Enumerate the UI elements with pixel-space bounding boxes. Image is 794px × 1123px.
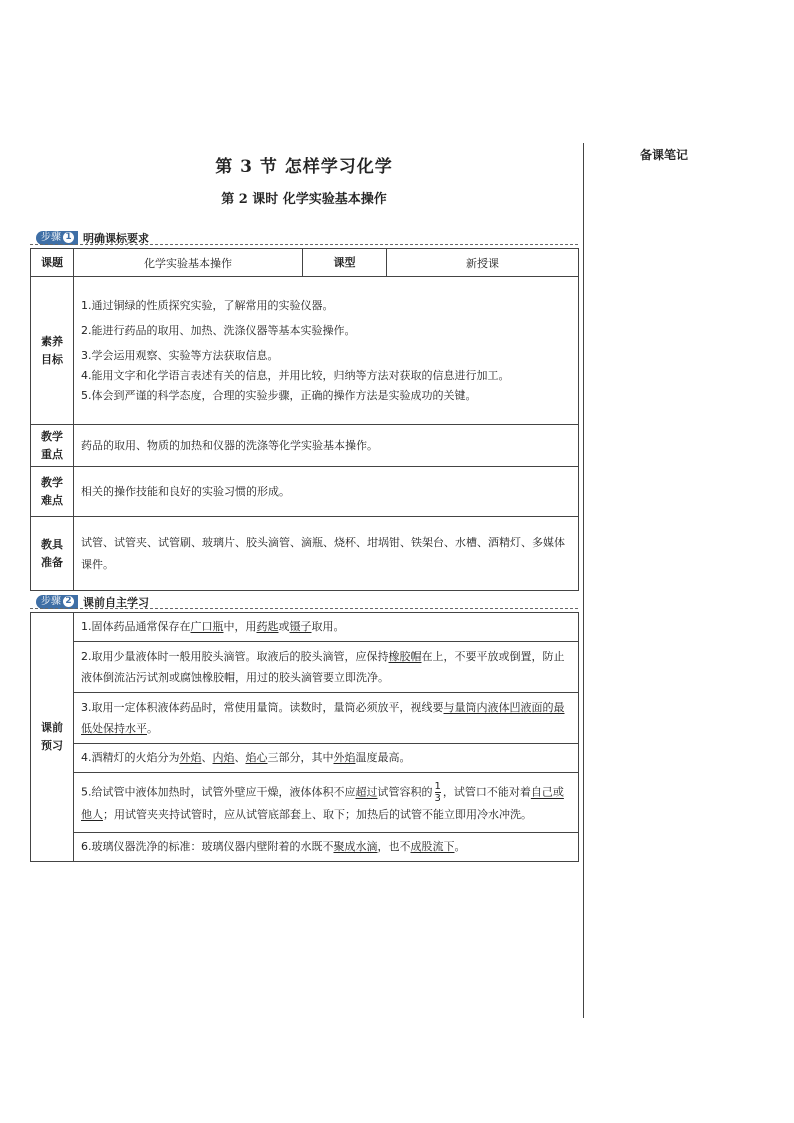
step2-number: 2 bbox=[63, 596, 74, 607]
type-value: 新授课 bbox=[387, 249, 579, 277]
step2-badge bbox=[36, 595, 78, 609]
item-text: ，试管口不能对着 bbox=[442, 785, 531, 799]
item-text: 在上，不要平放或倒置，防止液体倒流沾污试剂或腐蚀橡胶帽，用过的胶头滴管要立即洗净。 bbox=[81, 650, 565, 684]
preview-item bbox=[74, 773, 578, 833]
goals-label bbox=[31, 277, 74, 425]
page-title: 第 3 节 怎样学习化学 bbox=[215, 157, 393, 177]
tools-label bbox=[31, 517, 74, 591]
item-text: ，也不 bbox=[377, 840, 411, 853]
answer-blank: 成股流下 bbox=[410, 840, 455, 853]
preview-item bbox=[74, 642, 578, 693]
preview-label bbox=[31, 613, 74, 862]
goal-item: 1.通过铜绿的性质探究实验，了解常用的实验仪器。 bbox=[81, 298, 334, 312]
item-text: 、 bbox=[201, 751, 213, 764]
step2-badge-text: 步骤 bbox=[41, 595, 61, 607]
tools-label-text: 教具准备 bbox=[41, 537, 63, 569]
item-text: 取用。 bbox=[311, 620, 345, 633]
preview-table bbox=[30, 612, 579, 862]
table-row bbox=[31, 249, 579, 277]
goals-list bbox=[74, 277, 579, 425]
goal-item: 4.能用文字和化学语言表述有关的信息，并用比较，归纳等方法对获取的信息进行加工。 bbox=[81, 368, 510, 382]
item-text: 或 bbox=[278, 620, 290, 633]
goal-item: 2.能进行药品的取用、加热、洗涤仪器等基本实验操作。 bbox=[81, 323, 356, 337]
item-text: 三部分，其中 bbox=[267, 751, 334, 764]
answer-blank: 焰心 bbox=[245, 751, 268, 764]
item-text: 1.固体药品通常保存在 bbox=[81, 620, 191, 633]
difficult-label-text: 教学难点 bbox=[41, 475, 63, 507]
item-text: ；用试管夹夹持试管时，应从试管底部套上、取下；加热后的试管不能立即用冷水冲洗。 bbox=[103, 808, 532, 821]
answer-blank: 镊子 bbox=[289, 620, 312, 633]
step2-rule bbox=[30, 608, 578, 609]
table-row bbox=[31, 277, 579, 425]
step1-rule bbox=[30, 244, 578, 245]
item-text: 5.给试管中液体加热时，试管外壁应干燥，液体体积不应 bbox=[81, 785, 356, 799]
lesson-info-table bbox=[30, 248, 579, 591]
table-row bbox=[31, 517, 579, 591]
key-label bbox=[31, 425, 74, 467]
preview-label-text: 课前预习 bbox=[41, 721, 63, 752]
item-text: 试管容积的 bbox=[377, 785, 433, 799]
item-text: 温度最高。 bbox=[355, 751, 411, 764]
item-text: 2.取用少量液体时一般用胶头滴管。取液后的胶头滴管，应保持 bbox=[81, 650, 389, 663]
item-text: 4.酒精灯的火焰分为 bbox=[81, 751, 180, 764]
item-text: 、 bbox=[234, 751, 246, 764]
preview-items bbox=[74, 613, 579, 862]
key-value: 药品的取用、物质的加热和仪器的洗涤等化学实验基本操作。 bbox=[74, 425, 579, 467]
item-text: 。 bbox=[147, 722, 158, 735]
fraction-numerator: 1 bbox=[434, 781, 441, 792]
answer-blank: 广口瓶 bbox=[190, 620, 224, 633]
goal-item: 3.学会运用观察、实验等方法获取信息。 bbox=[81, 348, 279, 362]
step1-heading bbox=[36, 230, 149, 245]
goals-label-text: 素养目标 bbox=[41, 334, 63, 366]
step2-heading bbox=[36, 594, 149, 609]
page-subtitle: 第 2 课时 化学实验基本操作 bbox=[221, 192, 387, 207]
step2-label: 课前自主学习 bbox=[83, 595, 149, 609]
table-row bbox=[31, 467, 579, 517]
step1-badge bbox=[36, 231, 78, 245]
tools-value: 试管、试管夹、试管刷、玻璃片、胶头滴管、滴瓶、烧杯、坩埚钳、铁架台、水槽、酒精灯、多媒体课件。 bbox=[74, 517, 579, 591]
difficult-value: 相关的操作技能和良好的实验习惯的形成。 bbox=[74, 467, 579, 517]
notes-divider bbox=[583, 143, 584, 1018]
step1-badge-text: 步骤 bbox=[41, 231, 61, 243]
item-text: 3.取用一定体积液体药品时，常使用量筒。读数时，量筒必须放平，视线要 bbox=[81, 701, 444, 714]
answer-blank: 内焰 bbox=[212, 751, 235, 764]
topic-value: 化学实验基本操作 bbox=[74, 249, 303, 277]
fraction bbox=[435, 781, 441, 804]
difficult-label bbox=[31, 467, 74, 517]
table-row bbox=[31, 425, 579, 467]
answer-blank: 药匙 bbox=[256, 620, 279, 633]
answer-blank: 与量筒内液体凹液面的最低处保持水平 bbox=[81, 701, 565, 735]
step1-number: 1 bbox=[63, 232, 74, 243]
answer-blank: 外焰 bbox=[333, 751, 356, 764]
preview-item bbox=[74, 613, 578, 642]
answer-blank: 外焰 bbox=[179, 751, 202, 764]
item-text: 。 bbox=[454, 840, 466, 853]
type-label: 课型 bbox=[303, 249, 387, 277]
goal-item: 5.体会到严谨的科学态度，合理的实验步骤，正确的操作方法是实验成功的关键。 bbox=[81, 388, 477, 402]
notes-title: 备课笔记 bbox=[640, 148, 689, 162]
fraction-denominator: 3 bbox=[434, 793, 441, 804]
topic-label: 课题 bbox=[31, 249, 74, 277]
key-label-text: 教学重点 bbox=[41, 429, 63, 461]
item-text: 6.玻璃仪器洗净的标准：玻璃仪器内壁附着的水既不 bbox=[81, 840, 334, 853]
step1-label: 明确课标要求 bbox=[83, 231, 149, 245]
answer-blank: 自己或他人 bbox=[81, 785, 564, 821]
table-row bbox=[31, 613, 579, 862]
answer-blank: 橡胶帽 bbox=[388, 650, 422, 663]
preview-item bbox=[74, 693, 578, 744]
preview-item bbox=[74, 744, 578, 773]
answer-blank: 超过 bbox=[355, 785, 378, 799]
preview-item bbox=[74, 833, 578, 861]
answer-blank: 聚成水滴 bbox=[333, 840, 378, 853]
item-text: 中，用 bbox=[223, 620, 257, 633]
